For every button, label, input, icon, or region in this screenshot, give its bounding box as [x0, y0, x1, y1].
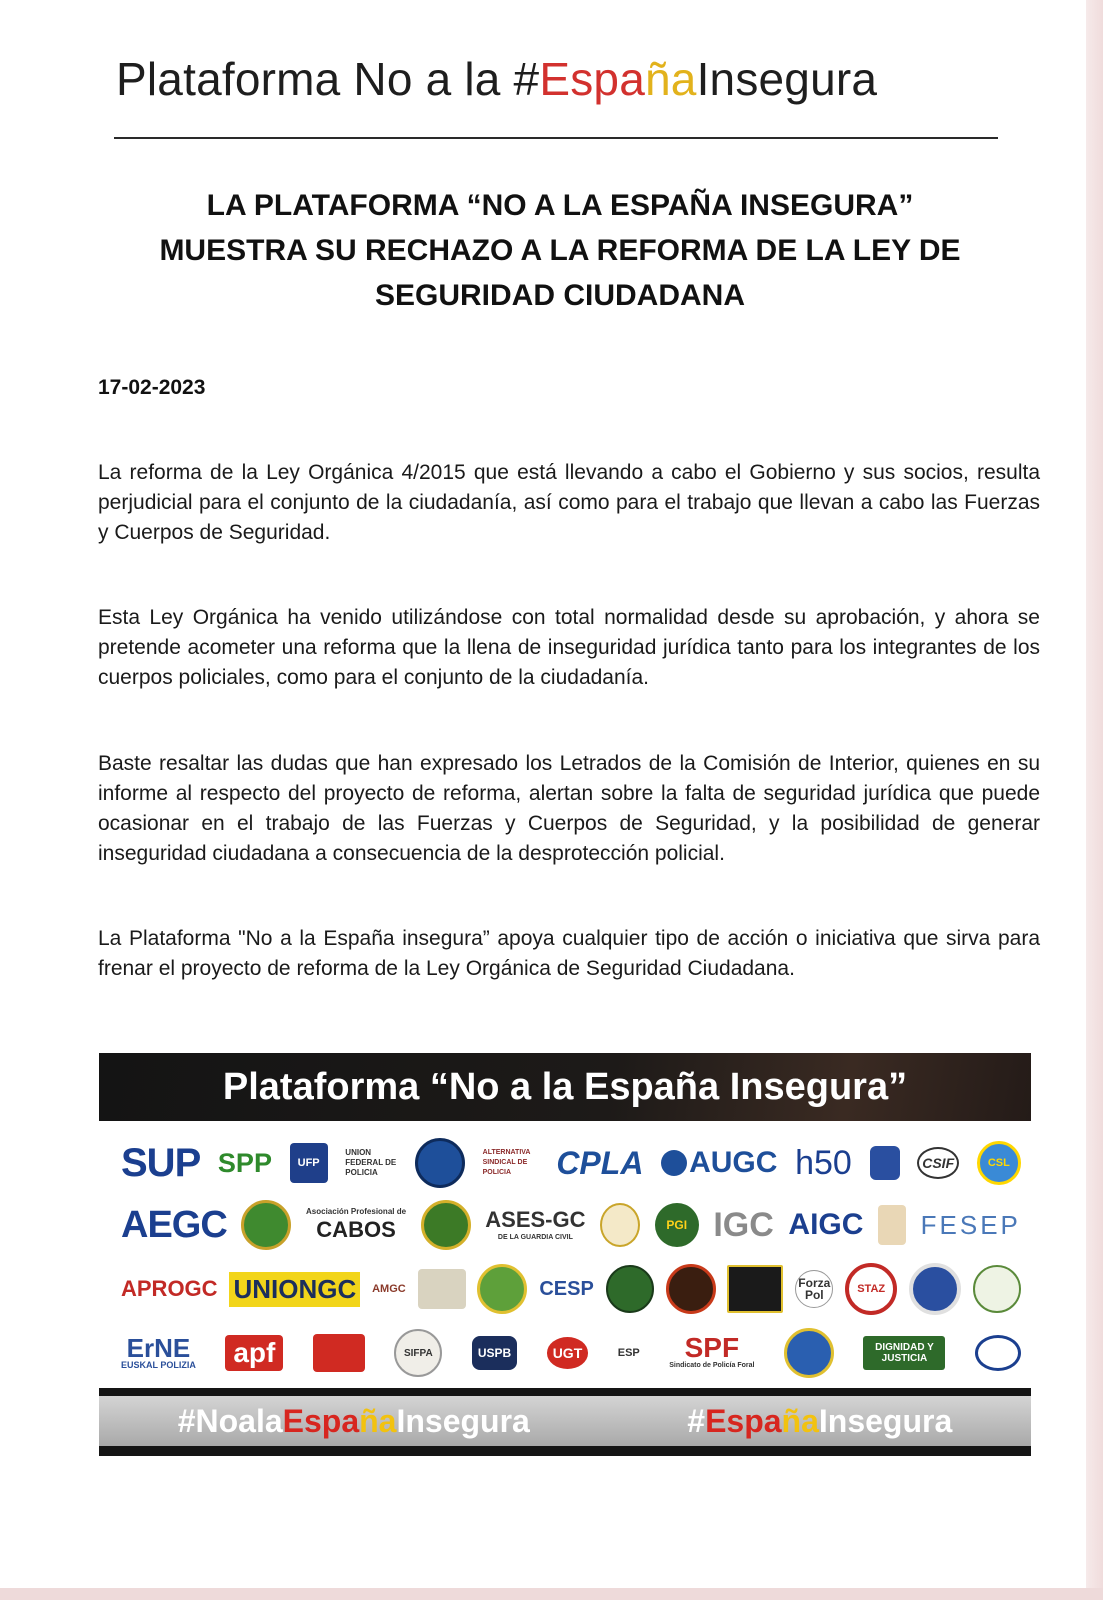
- guard-emblem-icon: [606, 1265, 654, 1313]
- logo-aigc: AIGC: [788, 1208, 864, 1241]
- banner-hashtag-bar: [99, 1388, 1031, 1456]
- logo-uspb: USPB: [472, 1336, 517, 1370]
- logo-csl: CSL: [977, 1141, 1021, 1185]
- logo-spf: [669, 1332, 755, 1371]
- logo-ases-gc: [485, 1207, 585, 1243]
- hashtag-left-na: ña: [359, 1402, 397, 1439]
- logo-sup: SUP: [121, 1140, 201, 1185]
- logo-augc-text: AUGC: [689, 1146, 778, 1179]
- logo-row-1: [121, 1133, 1021, 1193]
- logo-sifpa: SIFPA: [394, 1329, 442, 1377]
- scales-emblem-icon: [418, 1269, 466, 1309]
- eye-emblem-icon: [975, 1335, 1021, 1371]
- crest-icon: [878, 1205, 906, 1245]
- logo-forza-pol: Forza Pol: [795, 1270, 833, 1308]
- paragraph-4: La Plataforma ʺNo a la España insegura” apoya cualquier tipo de acción o iniciativa que sirva para frenar el proyecto de reforma de la Ley Orgánica de Seguridad Ciudadana.: [98, 927, 1040, 980]
- logo-igc: IGC: [713, 1205, 774, 1244]
- logo-erne-text: ErNE: [126, 1333, 191, 1363]
- police-seal-icon: [415, 1138, 465, 1188]
- press-release-headline: LA PLATAFORMA “NO A LA ESPAÑA INSEGURA” MUESTRA SU RECHAZO A LA REFORMA DE LA LEY DE SEGURIDAD CIUDADANA: [159, 189, 961, 312]
- hashtag-right-prefix: #: [687, 1402, 706, 1439]
- hashtag-noalaespanainsegura: [178, 1403, 530, 1440]
- hashtag-right-suffix: Insegura: [818, 1402, 953, 1439]
- page-edge-shadow: [1086, 0, 1103, 1600]
- header-title-prefix: Plataforma No a la #: [116, 53, 540, 105]
- black-emblem-icon: [727, 1265, 783, 1313]
- logo-union-federal-text: UNION FEDERAL DE POLICIA: [345, 1148, 397, 1177]
- logo-aprogc: APROGC: [121, 1276, 218, 1301]
- logo-csif: CSIF: [917, 1147, 959, 1179]
- banner-title: Plataforma “No a la España Insegura”: [99, 1053, 1031, 1121]
- logo-spp: SPP: [217, 1147, 272, 1178]
- logo-cpla: CPLA: [556, 1144, 644, 1181]
- logo-pgi: PGI: [655, 1203, 699, 1247]
- logo-ufp: UFP: [290, 1143, 328, 1183]
- logo-h50: h50: [795, 1143, 852, 1182]
- augc-emblem-icon: [661, 1150, 687, 1176]
- logo-ases-gc-caption: DE LA GUARDIA CIVIL: [497, 1234, 573, 1241]
- green-emblem-icon: [477, 1264, 527, 1314]
- logo-augc: [661, 1146, 777, 1180]
- logo-dignidad-justicia: DIGNIDAD Y JUSTICIA: [863, 1336, 945, 1370]
- logo-staz: STAZ: [845, 1263, 897, 1315]
- red-emblem-icon: [666, 1264, 716, 1314]
- logo-erne-caption: EUSKAL POLIZIA: [121, 1360, 196, 1370]
- hashtag-left-prefix: #Noala: [177, 1402, 283, 1439]
- guardia-civil-crest-icon: [600, 1203, 640, 1247]
- hashtag-left-suffix: Insegura: [396, 1402, 530, 1439]
- hashtag-left-espa: Espa: [282, 1402, 360, 1439]
- header-title-suffix: Insegura: [696, 53, 878, 105]
- paragraph-1: La reforma de la Ley Orgánica 4/2015 que está llevando a cabo el Gobierno y sus socios, resulta perjudicial para el conjunto de la ciudadanía, así como para el trabajo que llevan a cabo las Fuerzas y Cuerpos de Seguridad.: [98, 461, 1040, 544]
- logo-cabos-text: CABOS: [316, 1217, 396, 1242]
- page-bottom-shadow: [0, 1588, 1103, 1600]
- logo-apf: apf: [225, 1335, 283, 1371]
- logo-erne: [121, 1333, 196, 1370]
- platform-logos-banner: [99, 1053, 1031, 1456]
- logo-ases-gc-text: ASES-GC: [485, 1207, 586, 1232]
- logo-amgc: AMGC: [372, 1283, 406, 1295]
- hashtag-right-na: ña: [781, 1402, 819, 1439]
- logo-uniongc: UNIONGC: [229, 1272, 360, 1307]
- logo-spf-text: SPF: [684, 1332, 740, 1363]
- hashtag-espanainsegura: [687, 1403, 952, 1440]
- press-release-date: 17-02-2023: [98, 376, 206, 399]
- logo-fesep: FESEP: [920, 1209, 1021, 1240]
- logo-spf-caption: Sindicato de Policía Foral: [669, 1362, 755, 1369]
- header-divider: [114, 137, 998, 139]
- hashtag-right-espa: Espa: [705, 1402, 782, 1439]
- red-flag-emblem-icon: [313, 1334, 365, 1372]
- paragraph-3: Baste resaltar las dudas que han expresado los Letrados de la Comisión de Interior, quienes en su informe al respecto del proyecto de reforma, alertan sobre la falta de seguridad jurídica que puede ocasionar en el trabajo de las Fuerzas y Cuerpos de Seguridad, y la posibilidad de generar inseguridad ciudadana a consecuencia de la desprotección policial.: [98, 752, 1040, 865]
- cabos-emblem-icon: [241, 1200, 291, 1250]
- ases-emblem-icon: [421, 1200, 471, 1250]
- platform-header-title: [116, 52, 877, 106]
- logo-aegc: AEGC: [121, 1203, 227, 1246]
- logo-esp: ESP: [617, 1347, 640, 1359]
- justice-scales-icon: [973, 1265, 1021, 1313]
- logo-cabos: [306, 1207, 406, 1243]
- logo-row-2: [121, 1195, 1021, 1255]
- blue-seal-icon: [909, 1263, 961, 1315]
- logo-cesp: CESP: [539, 1277, 594, 1300]
- logo-ugt: UGT: [547, 1337, 589, 1369]
- logo-alternativa-sindical: ALTERNATIVA SINDICAL DE POLICIA: [482, 1149, 531, 1176]
- shield-badge-icon: [870, 1146, 900, 1180]
- logo-row-4: [121, 1323, 1021, 1383]
- header-title-espa: Espa: [539, 53, 645, 105]
- paragraph-2: Esta Ley Orgánica ha venido utilizándose con total normalidad desde su aprobación, y ahora se pretende acometer una reforma que la llena de inseguridad jurídica tanto para los integrantes de los cuerpos policiales, como para el conjunto de la ciudadanía.: [98, 606, 1040, 689]
- logo-cabos-caption: Asociación Profesional de: [306, 1207, 407, 1216]
- logo-row-3: [121, 1259, 1021, 1319]
- header-title-na: ña: [644, 53, 697, 105]
- blue-gold-seal-icon: [784, 1328, 834, 1378]
- hashtag-strip: [99, 1396, 1031, 1446]
